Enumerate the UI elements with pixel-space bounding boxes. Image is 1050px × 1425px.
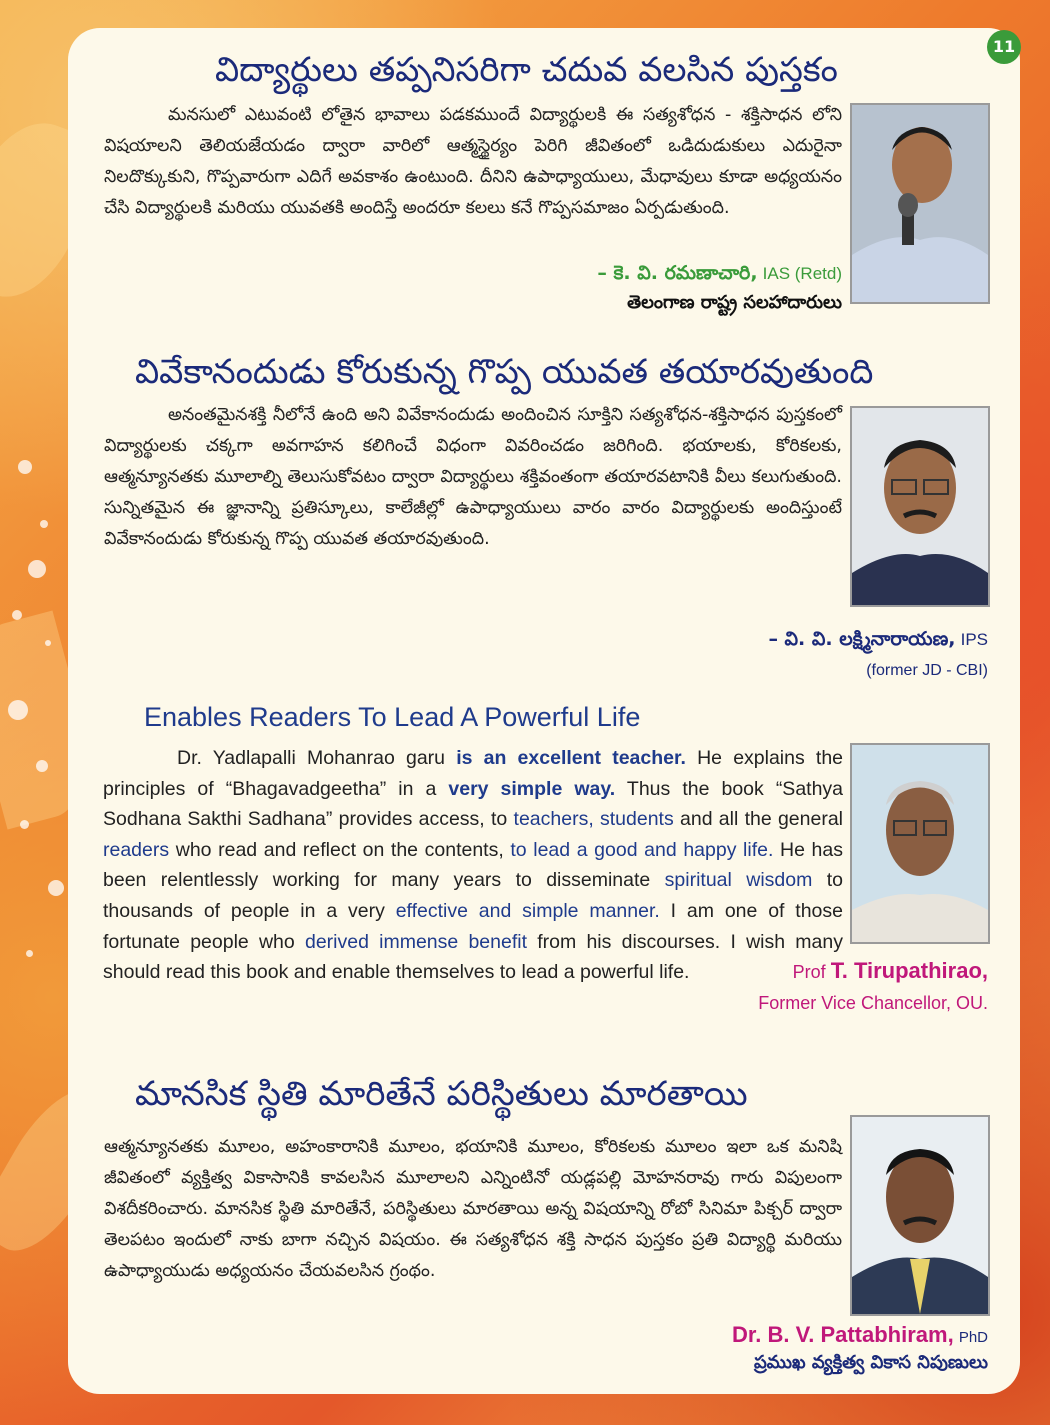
- section2-paragraph: అనంతమైనశక్తి నీలోనే ఉంది అని వివేకానందుడు అందించిన సూక్తిని సత్యశోధన-శక్తిసాధన పుస్తకంలో విద్యార్థులకు చక్కగా అవగాహన కలిగించే విధంగా వివరించడం జరిగింది. భయాలకు, కోరికలకు, ఆత్మన్యూనతకు మూలాల్ని తెలుసుకోవటం ద్వారా విద్యార్థులు శక్తివంతంగా తయారవటానికి వీలు కలుగుతుంది. సున్నితమైన ఈ జ్ఞానాన్ని ప్రతిస్కూలు, కాలేజీల్లో ఉపాధ్యాయులు వారం వారం విద్యార్థులకు అందిస్తుంటే వివేకానందుడు కోరుకున్న గొప్ప యువత తయారవుతుంది.: [104, 405, 842, 549]
- section3-text-segment: is an excellent teacher.: [456, 747, 686, 769]
- dot-decoration: [26, 950, 33, 957]
- section3-text-segment: Thus the book “Sathya Sodhana Sakthi Sadhana” provides access, to: [103, 777, 844, 831]
- section3-text-segment: He explains the principles of “Bhagavadgeetha” in a: [103, 747, 844, 800]
- dot-decoration: [20, 820, 29, 829]
- portrait-photo: [850, 103, 990, 304]
- dot-decoration: [40, 520, 48, 528]
- section1-author-line: [597, 262, 842, 289]
- dot-decoration: [18, 460, 32, 474]
- section4-author-line: [732, 1322, 988, 1348]
- section3-author-title: Former Vice Chancellor, OU.: [758, 993, 988, 1013]
- section3-text-segment: readers: [103, 838, 170, 861]
- section3-text-segment: from his discourses. I wish many should read this book and enable themselves to lead a powerful life.: [103, 930, 843, 984]
- section3-heading: Enables Readers To Lead A Powerful Life: [144, 702, 641, 732]
- section3-text-segment: spiritual wisdom: [664, 869, 813, 892]
- dot-decoration: [12, 610, 22, 620]
- section3-author-prefix: Prof: [792, 962, 826, 982]
- section3-text-segment: effective and simple manner.: [395, 899, 660, 922]
- section3-text-segment: to thousands of people in a very: [103, 869, 843, 922]
- section3-author-line: [793, 958, 988, 984]
- section1-author-title: తెలంగాణ రాష్ట్ర సలహాదారులు: [627, 292, 842, 313]
- section3-text-segment: teachers, students: [513, 808, 674, 831]
- page-number-badge: 11: [987, 30, 1021, 64]
- section3-text-segment: Dr. Yadlapalli Mohanrao garu: [177, 747, 457, 769]
- section1-paragraph: మనసులో ఎటువంటి లోతైన భావాలు పడకముందే విద్యార్థులకి ఈ సత్యశోధన - శక్తిసాధన లోని విషయాలని తెలియజేయడం ద్వారా వారిలో ఆత్మస్థైర్యం పెరిగి జీవితంలో ఒడిదుడుకులు ఎదురైనా నిలదొక్కుకుని, గొప్పవారుగా ఎదిగే అవకాశం ఉంటుంది. దీనిని ఉపాధ్యాయులు, మేధావులు కూడా అధ్యయనం చేసి విద్యార్థులకి మరియు యువతకి అందిస్తే అందరూ కలలు కనే గొప్పసమాజం ఏర్పడుతుంది.: [104, 105, 842, 218]
- dot-decoration: [36, 760, 48, 772]
- section1-heading: విద్యార్థులు తప్పనిసరిగా చదువ వలసిన పుస్తకం: [215, 50, 838, 90]
- section3-text-segment: very simple way.: [448, 777, 616, 800]
- section4-author-title: ప్రముఖ వ్యక్తిత్వ వికాస నిపుణులు: [753, 1352, 988, 1373]
- dot-decoration: [28, 560, 46, 578]
- section2-author-suffix: IPS: [960, 630, 988, 649]
- section4-author-suffix: PhD: [958, 1329, 988, 1346]
- section3-text-segment: He has been relentlessly working for many years to disseminate: [103, 838, 843, 892]
- portrait-photo: [850, 743, 990, 944]
- section4-author: Dr. B. V. Pattabhiram,: [732, 1322, 954, 1347]
- section3-text-segment: to lead a good and happy life.: [510, 838, 774, 861]
- section4-paragraph: ఆత్మన్యూనతకు మూలం, అహంకారానికి మూలం, భయానికి మూలం, కోరికలకు మూలం ఇలా ఒక మనిషి జీవితంలో వ్యక్తిత్వ వికాసానికి కావలసిన మూలాలని ఎన్నింటినో యడ్లపల్లి మోహనరావు గారు విపులంగా విశదీకరించారు. మానసిక స్థితి మారితేనే, పరిస్థితులు మారతాయి అన్న విషయాన్ని రోబో సినిమా పిక్చర్ ద్వారా తెలపటం ఇందులో నాకు బాగా నచ్చిన విషయం. ఈ సత్యశోధన శక్తి సాధన పుస్తకం ప్రతి విద్యార్థి మరియు ఉపాధ్యాయుడు అధ్యయనం చేయవలసిన గ్రంథం.: [104, 1137, 842, 1281]
- portrait-photo: [850, 406, 990, 607]
- section2-heading: వివేకానందుడు కోరుకున్న గొప్ప యువత తయారవుతుంది: [135, 352, 874, 392]
- dot-decoration: [48, 880, 64, 896]
- section2-author-line: [768, 628, 988, 655]
- portrait-photo: [850, 1115, 990, 1316]
- section3-text-segment: derived immense benefit: [304, 930, 528, 953]
- dot-decoration: [45, 640, 51, 646]
- section3-author: T. Tirupathirao,: [830, 958, 988, 983]
- section3-text-segment: who read and reflect on the contents,: [169, 838, 511, 861]
- dot-decoration: [8, 700, 28, 720]
- section2-author-title: (former JD - CBI): [866, 662, 988, 679]
- section3-paragraph: [103, 743, 843, 988]
- section1-author: – కె. వి. రమణాచారి,: [597, 262, 758, 284]
- section3-text-segment: and all the general: [673, 808, 844, 831]
- section1-author-suffix: IAS (Retd): [762, 264, 842, 283]
- section4-heading: మానసిక స్థితి మారితేనే పరిస్థితులు మారతాయి: [135, 1074, 748, 1114]
- section2-author: – వి. వి. లక్ష్మినారాయణ,: [768, 628, 956, 650]
- section3-text-segment: I am one of those fortunate people who: [103, 899, 843, 953]
